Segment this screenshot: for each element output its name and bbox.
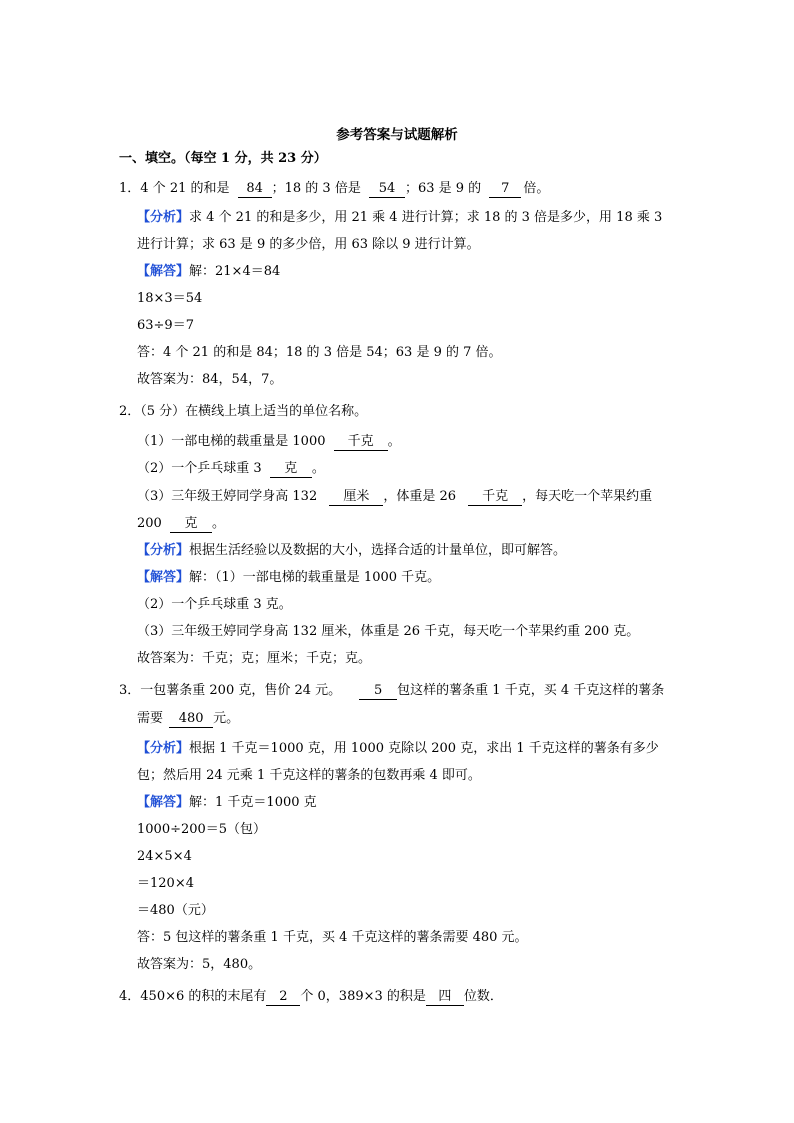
answer-blank: 2 (266, 989, 300, 1006)
analysis-line: 【分析】求 4 个 21 的和是多少，用 21 乘 4 进行计算；求 18 的 3 倍是多少，用 18 乘 3 (137, 210, 663, 225)
question-1: 1．4 个 21 的和是 84 ；18 的 3 倍是 54 ；63 是 9 的 7 倍。 (119, 181, 550, 196)
answer-blank: 7 (489, 181, 521, 198)
question-4: 4．450×6 的积的末尾有 2 个 0，389×3 的积是 四 位数． (119, 989, 503, 1004)
question-3: 3．一包薯条重 200 克，售价 24 元。 5 包这样的薯条重 1 千克，买 4 千克这样的薯条 (119, 683, 665, 698)
question-number: 4． (119, 989, 141, 1004)
answer-blank: 克 (170, 516, 212, 533)
solution-line: 1000÷200＝5（包） (137, 822, 267, 837)
answer-blank: 厘米 (329, 489, 383, 506)
answer-blank: 5 (359, 683, 397, 700)
solution-line: 答：5 包这样的薯条重 1 千克，买 4 千克这样的薯条需要 480 元。 (137, 930, 528, 945)
answer-blank: 84 (238, 181, 272, 198)
solution-line: 【解答】解：21×4＝84 (137, 264, 281, 279)
sub-question: （2）一个乒乓球重 3 克 。 (137, 461, 325, 476)
question-3-cont: 需要 480 元。 (137, 711, 240, 726)
final-answer: 故答案为：千克；克；厘米；千克；克。 (137, 651, 372, 666)
sub-question: （1）一部电梯的载重量是 1000 千克 。 (137, 434, 401, 449)
sub-question: （3）三年级王婷同学身高 132 厘米 ，体重是 26 千克 ，每天吃一个苹果约重 (137, 489, 653, 504)
answer-blank: 54 (369, 181, 405, 198)
answer-blank: 480 (169, 711, 213, 728)
solution-tag: 【解答】 (137, 570, 190, 585)
analysis-line: 【分析】根据 1 千克＝1000 克，用 1000 克除以 200 克，求出 1 千克这样的薯条有多少 (137, 741, 659, 756)
solution-line: ＝480（元） (137, 903, 214, 918)
solution-line: 【解答】解：1 千克＝1000 克 (137, 795, 317, 810)
solution-line: 18×3＝54 (137, 291, 203, 306)
answer-blank: 千克 (334, 434, 388, 451)
solution-line: 63÷9＝7 (137, 318, 194, 333)
question-number: 3． (119, 683, 141, 698)
analysis-tag: 【分析】 (137, 210, 190, 225)
solution-line: （2）一个乒乓球重 3 克。 (137, 597, 292, 612)
answer-blank: 克 (270, 461, 312, 478)
solution-tag: 【解答】 (137, 264, 190, 279)
solution-line: 24×5×4 (137, 849, 192, 864)
question-number: 2． (119, 404, 141, 419)
analysis-line: 包；然后用 24 元乘 1 千克这样的薯条的包数再乘 4 即可。 (137, 768, 481, 783)
solution-line: ＝120×4 (137, 876, 194, 891)
question-2: 2．（5 分）在横线上填上适当的单位名称。 (119, 404, 368, 419)
page-title: 参考答案与试题解析 (336, 127, 458, 143)
analysis-line: 【分析】根据生活经验以及数据的大小，选择合适的计量单位，即可解答。 (137, 543, 567, 558)
solution-line: 答：4 个 21 的和是 84；18 的 3 倍是 54；63 是 9 的 7 倍。 (137, 345, 502, 360)
analysis-line: 进行计算；求 63 是 9 的多少倍，用 63 除以 9 进行计算。 (137, 237, 480, 252)
solution-line: 【解答】解：（1）一部电梯的载重量是 1000 千克。 (137, 570, 441, 585)
analysis-tag: 【分析】 (137, 543, 190, 558)
question-number: 1． (119, 181, 141, 196)
answer-blank: 千克 (468, 489, 522, 506)
section-heading: 一、填空。（每空 1 分，共 23 分） (119, 151, 327, 166)
final-answer: 故答案为：5，480。 (137, 957, 262, 972)
final-answer: 故答案为：84，54，7。 (137, 372, 283, 387)
solution-line: （3）三年级王婷同学身高 132 厘米，体重是 26 千克，每天吃一个苹果约重 200 克。 (137, 624, 640, 639)
sub-question: 200 克 。 (137, 516, 225, 531)
solution-tag: 【解答】 (137, 795, 190, 810)
analysis-tag: 【分析】 (137, 741, 190, 756)
answer-blank: 四 (426, 989, 464, 1006)
